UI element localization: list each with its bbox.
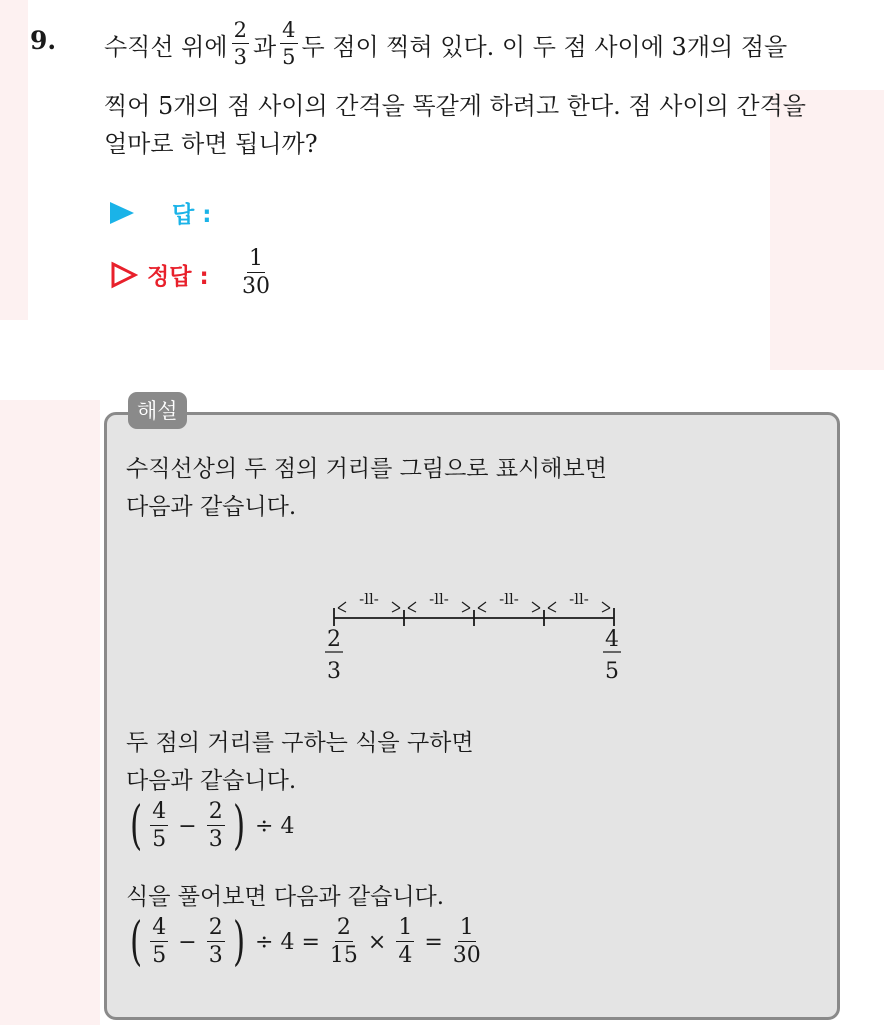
expression-1 [126, 796, 300, 856]
fraction-two-thirds [232, 20, 249, 68]
fraction-numerator: 2 [208, 799, 223, 824]
divide-term: ÷ 4 [255, 813, 295, 839]
background-band [0, 400, 100, 1025]
fraction-numerator: 1 [249, 246, 263, 271]
fraction [453, 917, 481, 967]
right-paren: ) [232, 796, 245, 856]
fraction [396, 917, 414, 967]
fraction [330, 917, 358, 967]
question-text: 수직선 위에 [104, 32, 228, 61]
fraction-numerator: 2 [233, 18, 247, 42]
fraction-denominator: 5 [282, 45, 296, 69]
question-number: 9. [30, 26, 57, 55]
left-endpoint-denominator: 3 [327, 659, 341, 684]
question-line-1 [104, 20, 787, 68]
fraction-numerator: 2 [208, 915, 223, 940]
question-line-3: 얼마로 하면 됩니까? [104, 130, 318, 158]
background-band [0, 0, 28, 320]
fraction-four-fifths [280, 20, 297, 68]
question-text: 두 점이 찍혀 있다. 이 두 점 사이에 3개의 점을 [301, 32, 788, 61]
left-endpoint-numerator: 2 [327, 627, 341, 652]
number-line-diagram [310, 580, 640, 690]
fraction-denominator: 4 [398, 943, 413, 968]
segment-marks [359, 590, 589, 608]
fraction-numerator: 1 [398, 915, 413, 940]
fraction-denominator: 30 [452, 943, 481, 968]
explanation-tag: 해설 [128, 392, 187, 429]
explanation-text: 다음과 같습니다. [126, 494, 297, 520]
fraction [207, 801, 225, 851]
explanation-text: 식을 풀어보면 다음과 같습니다. [126, 884, 445, 910]
play-triangle-icon [110, 202, 134, 224]
correct-answer-label: 정답 : [147, 264, 209, 290]
fraction-denominator: 3 [233, 45, 247, 69]
explanation-text: 다음과 같습니다. [126, 768, 297, 794]
left-paren: ( [130, 796, 143, 856]
explanation-text: 수직선상의 두 점의 거리를 그림으로 표시해보면 [126, 456, 607, 482]
fraction-denominator: 5 [152, 827, 167, 852]
background-band [770, 90, 884, 370]
right-paren: ) [232, 912, 245, 972]
divide-equals: ÷ 4 = [255, 929, 320, 955]
number-line [334, 608, 614, 626]
fraction-numerator: 4 [152, 799, 167, 824]
fraction-denominator: 3 [208, 827, 223, 852]
right-endpoint-denominator: 5 [605, 659, 619, 684]
right-endpoint-numerator: 4 [605, 627, 619, 652]
fraction-denominator: 5 [152, 943, 167, 968]
equals-sign: = [424, 929, 443, 955]
question-line-2: 찍어 5개의 점 사이의 간격을 똑같게 하려고 한다. 점 사이의 간격을 [104, 92, 806, 120]
explanation-text: 두 점의 거리를 구하는 식을 구하면 [126, 730, 474, 756]
segment-mark: -ll- [359, 590, 379, 608]
answer-label: 답 : [172, 202, 212, 228]
segment-mark: -ll- [569, 590, 589, 608]
expression-2 [126, 912, 485, 972]
fraction [207, 917, 225, 967]
fraction-numerator: 4 [282, 18, 296, 42]
question-text: 과 [252, 32, 277, 61]
outline-triangle-icon [110, 261, 138, 289]
left-paren: ( [130, 912, 143, 972]
fraction-denominator: 15 [329, 943, 358, 968]
fraction [150, 917, 168, 967]
fraction-numerator: 4 [152, 915, 167, 940]
minus-sign: − [178, 929, 197, 955]
fraction-denominator: 3 [208, 943, 223, 968]
fraction-numerator: 2 [336, 915, 351, 940]
fraction [242, 248, 270, 298]
segment-mark: -ll- [499, 590, 519, 608]
fraction-denominator: 30 [242, 274, 270, 299]
fraction [150, 801, 168, 851]
segment-mark: -ll- [429, 590, 449, 608]
fraction-numerator: 1 [459, 915, 474, 940]
minus-sign: − [178, 813, 197, 839]
times-sign: × [367, 929, 387, 955]
correct-answer-fraction [238, 248, 274, 298]
